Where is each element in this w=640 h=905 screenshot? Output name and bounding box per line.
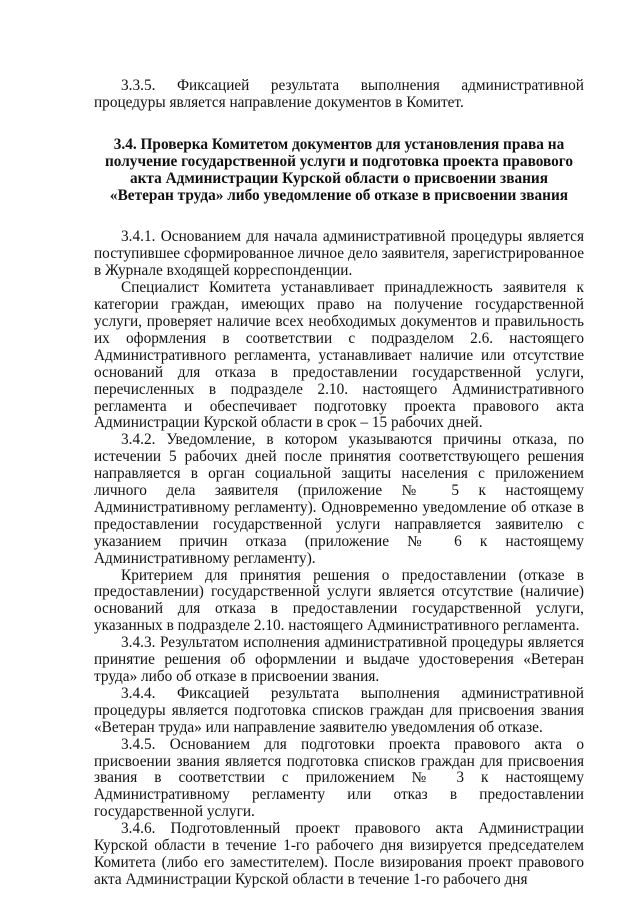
paragraph-specialist: Специалист Комитета устанавливает принадлежность заявителя к категории граждан, имеющих право на получение государственной услуги, проверяет наличие всех необходимых документов и правильность их оформления в соответствии с подразделом 2.6. настоящего Административного регламента, устанавливает наличие или отсутствие оснований для отказа в предоставлении государственной услуги, перечисленных в подразделе 2.10. настоящего Административного регламента и обеспечивает подготовку проекта правового акта Администрации Курской области в срок – 15 рабочих дней.	[94, 279, 584, 432]
section-heading-3-4: 3.4. Проверка Комитетом документов для установления права на получение государственной услуги и подготовка проекта правового акта Администрации Курской области о присвоении звания «Ветеран труда» либо уведомление об отказе в присвоении звания	[104, 135, 574, 204]
paragraph-3-3-5: 3.3.5. Фиксацией результата выполнения административной процедуры является направление документов в Комитет.	[94, 77, 584, 111]
paragraph-3-4-4: 3.4.4. Фиксацией результата выполнения административной процедуры является подготовка списков граждан для присвоения звания «Ветеран труда» или направление заявителю уведомления об отказе.	[94, 684, 584, 736]
paragraph-3-4-5: 3.4.5. Основанием для подготовки проекта правового акта о присвоении звания является подготовка списков граждан для присвоения звания в соответствии с приложением № 3 к настоящему Административному регламенту или отказ в предоставлении государственной услуги.	[94, 735, 584, 821]
paragraph-3-4-2: 3.4.2. Уведомление, в котором указываются причины отказа, по истечении 5 рабочих дней после принятия соответствующего решения направляется в орган социальной защиты населения с приложением личного дела заявителя (приложение № 5 к настоящему Административному регламенту). Одновременно уведомление об отказе в предоставлении государственной услуги направляется заявителю с указанием причин отказа (приложение № 6 к настоящему Административному регламенту).	[94, 431, 584, 567]
paragraph-3-4-1: 3.4.1. Основанием для начала административной процедуры является поступившее сформированное личное дело заявителя, зарегистрированное в Журнале входящей корреспонденции.	[94, 228, 584, 280]
paragraph-criterion: Критерием для принятия решения о предоставлении (отказе в предоставлении) государственной услуги является отсутствие (наличие) оснований для отказа в предоставлении государственной услуги, указанных в подразделе 2.10. настоящего Административного регламента.	[94, 566, 584, 635]
paragraph-3-4-6: 3.4.6. Подготовленный проект правового акта Администрации Курской области в течение 1-го рабочего дня визируется председателем Комитета (либо его заместителем). После визирования проект правового акта Администрации Курской области в течение 1-го рабочего дня	[94, 820, 584, 888]
paragraph-3-4-3: 3.4.3. Результатом исполнения административной процедуры является принятие решения об оформлении и выдаче удостоверения «Ветеран труда» либо об отказе в присвоении звания.	[94, 634, 584, 685]
document-page	[94, 78, 584, 889]
